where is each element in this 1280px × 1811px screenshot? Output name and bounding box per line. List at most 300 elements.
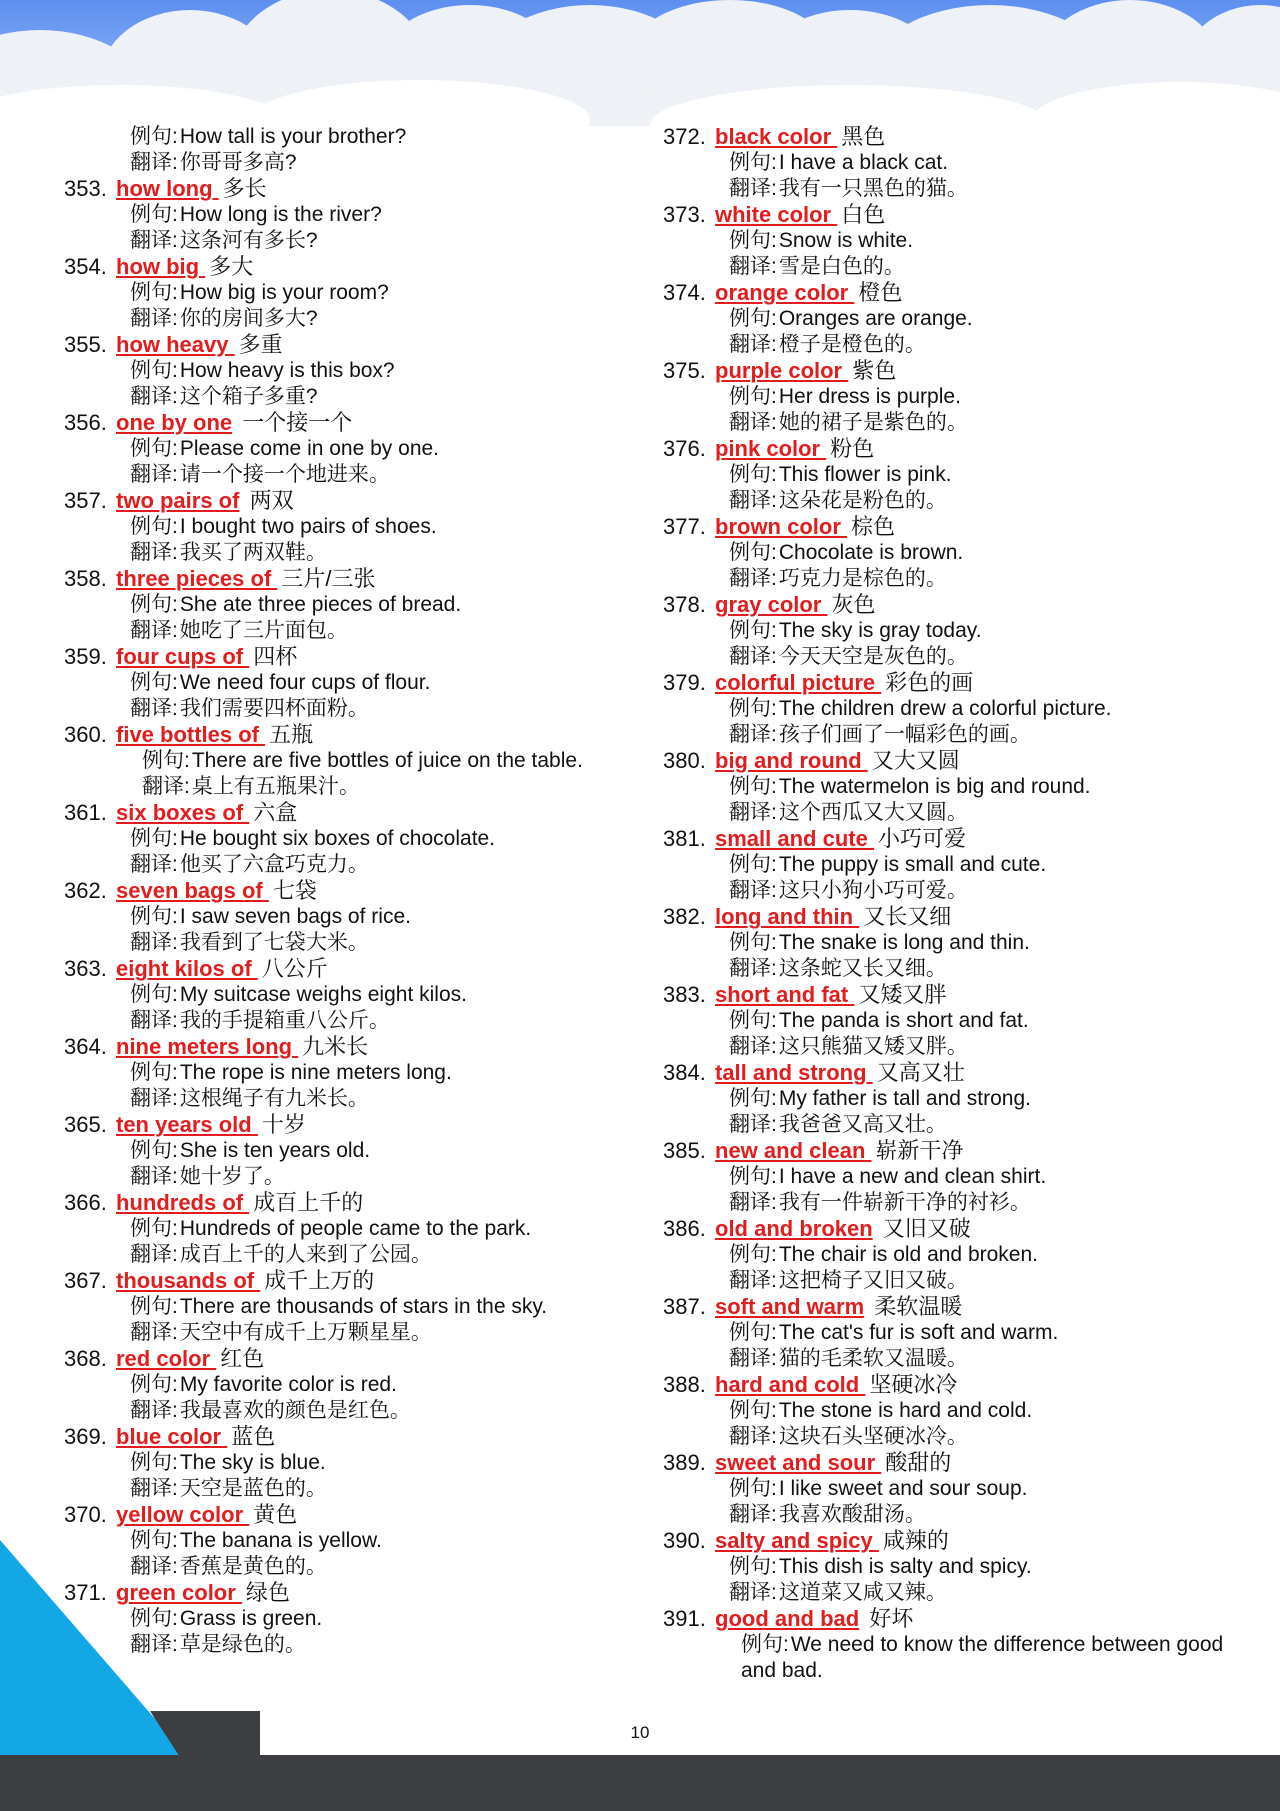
entry-number: 362. [64,878,107,903]
entry-meaning: 红色 [220,1346,265,1371]
entry-heading [663,1060,1263,1086]
translation-line: 翻译:你哥哥多高? [130,151,297,174]
entry-heading [663,670,1263,696]
entry-heading [663,982,1263,1008]
entry-heading [663,826,1263,852]
example-line: 例句:How big is your room? [130,281,389,304]
vocab-entry [64,1580,624,1658]
example-line: 例句:I like sweet and sour soup. [729,1477,1028,1500]
entry-meaning: 崭新干净 [875,1138,964,1163]
example-text: I saw seven bags of rice. [179,905,411,928]
translation-text: 请一个接一个地进来。 [179,463,390,486]
translation-text: 我们需要四杯面粉。 [179,697,369,720]
entry-meaning: 咸辣的 [882,1528,949,1553]
entry-term: new and clean [715,1138,872,1163]
entry-meaning: 成千上万的 [264,1268,375,1293]
translation-text: 这条蛇又长又细。 [778,957,947,980]
example-text: Please come in one by one. [179,437,440,460]
entry-number: 370. [64,1502,107,1527]
translation-text: 天空中有成千上万颗星星。 [179,1321,432,1344]
example-line: 例句:Her dress is purple. [729,385,961,408]
entry-meaning: 灰色 [831,592,876,617]
entry-number: 368. [64,1346,107,1371]
vocab-entry [663,280,1263,358]
entry-heading [663,1528,1263,1554]
translation-text: 这把椅子又旧又破。 [778,1269,968,1292]
vocab-entry [663,592,1263,670]
translation-text: 我爸爸又高又壮。 [778,1113,947,1136]
example-text: We need four cups of flour. [179,671,431,694]
example-line: 例句:The snake is long and thin. [729,931,1030,954]
translation-text: 她的裙子是紫色的。 [778,411,968,434]
entry-heading [64,332,624,358]
entry-heading [64,956,624,982]
translation-text: 这朵花是粉色的。 [778,489,947,512]
example-text: I like sweet and sour soup. [778,1477,1028,1500]
entry-meaning: 彩色的画 [885,670,974,695]
vocab-entry [64,566,624,644]
entry-number: 378. [663,592,706,617]
translation-line: 翻译:桌上有五瓶果汁。 [142,775,360,798]
example-line: 例句:I bought two pairs of shoes. [130,515,437,538]
entry-term: brown color [715,514,847,539]
entry-meaning: 坚硬冰冷 [869,1372,958,1397]
example-text: The sky is gray today. [778,619,982,642]
entry-meaning: 又长又细 [863,904,952,929]
entry-term: red color [116,1346,217,1371]
entry-heading [64,410,624,436]
entry-number: 391. [663,1606,706,1631]
vocab-entry [64,410,624,488]
translation-text: 我有一件崭新干净的衬衫。 [778,1191,1031,1214]
entry-meaning: 蓝色 [231,1424,276,1449]
vocab-entry [64,1502,624,1580]
entry-352-continuation [64,124,624,176]
example-text: My favorite color is red. [179,1373,397,1396]
entry-meaning: 黑色 [841,124,886,149]
translation-line: 翻译:这把椅子又旧又破。 [729,1269,968,1292]
vocab-entry [64,1268,624,1346]
entry-heading [64,1112,624,1138]
example-text: My suitcase weighs eight kilos. [179,983,467,1006]
entry-term: salty and spicy [715,1528,879,1553]
entry-number: 374. [663,280,706,305]
entry-number: 385. [663,1138,706,1163]
entry-meaning: 四杯 [253,644,298,669]
translation-line: 翻译:请一个接一个地进来。 [130,463,390,486]
entry-heading [64,1190,624,1216]
entry-heading [64,1268,624,1294]
vocab-entry [663,748,1263,826]
left-column [64,124,624,1658]
example-line: 例句:Hundreds of people came to the park. [130,1217,532,1240]
example-text: Oranges are orange. [778,307,973,330]
translation-text: 我喜欢酸甜汤。 [778,1503,926,1526]
entry-term: seven bags of [116,878,269,903]
example-line: 例句:This flower is pink. [729,463,952,486]
entry-heading [663,1606,1263,1632]
entry-number: 373. [663,202,706,227]
translation-text: 她吃了三片面包。 [179,619,348,642]
entry-term: gray color [715,592,828,617]
example-text: There are five bottles of juice on the table. [191,749,583,772]
entry-heading [663,202,1263,228]
entry-term: four cups of [116,644,250,669]
entry-number: 375. [663,358,706,383]
entry-heading [663,124,1263,150]
example-line: 例句:The children drew a colorful picture. [729,697,1112,720]
example-text: The stone is hard and cold. [778,1399,1033,1422]
example-text: My father is tall and strong. [778,1087,1031,1110]
translation-line: 翻译:我的手提箱重八公斤。 [130,1009,390,1032]
translation-line: 翻译:天空中有成千上万颗星星。 [130,1321,432,1344]
entry-heading [64,176,624,202]
example-text: The puppy is small and cute. [778,853,1047,876]
entry-meaning: 白色 [841,202,886,227]
example-line: 例句:How tall is your brother? [130,125,407,148]
entry-meaning: 柔软温暖 [868,1294,963,1319]
entry-number: 364. [64,1034,107,1059]
example-line: 例句:The chair is old and broken. [729,1243,1038,1266]
entry-term: good and bad [715,1606,860,1631]
entry-meaning: 两双 [243,488,294,513]
entry-number: 387. [663,1294,706,1319]
example-text: She ate three pieces of bread. [179,593,462,616]
vocab-entry [663,436,1263,514]
entry-term: how long [116,176,219,201]
vocab-entry [663,982,1263,1060]
entry-number: 369. [64,1424,107,1449]
entry-number: 360. [64,722,107,747]
translation-line: 翻译:这个箱子多重? [130,385,318,408]
page-number: 10 [630,1723,650,1742]
entry-term: three pieces of [116,566,278,591]
entry-number: 382. [663,904,706,929]
translation-text: 桌上有五瓶果汁。 [191,775,360,798]
example-line: 例句:We need four cups of flour. [130,671,431,694]
entry-meaning: 多重 [238,332,283,357]
entry-number: 367. [64,1268,107,1293]
example-line: 例句:How long is the river? [130,203,382,226]
translation-text: 今天天空是灰色的。 [778,645,968,668]
entry-term: eight kilos of [116,956,258,981]
example-line: 例句:My favorite color is red. [130,1373,397,1396]
entry-meaning: 成百上千的 [253,1190,364,1215]
entry-heading [663,1216,1263,1242]
entry-number: 390. [663,1528,706,1553]
translation-line: 翻译:他买了六盒巧克力。 [130,853,369,876]
example-line: 例句:My father is tall and strong. [729,1087,1031,1110]
translation-line: 翻译:天空是蓝色的。 [130,1477,327,1500]
translation-line: 翻译:这个西瓜又大又圆。 [729,801,968,824]
entry-number: 355. [64,332,107,357]
translation-text: 这只小狗小巧可爱。 [778,879,968,902]
example-text: The panda is short and fat. [778,1009,1029,1032]
entry-meaning: 三片/三张 [281,566,376,591]
entry-heading [663,514,1263,540]
entry-meaning: 黄色 [253,1502,298,1527]
entry-meaning: 橙色 [858,280,903,305]
translation-text: 她十岁了。 [179,1165,285,1188]
entry-number: 376. [663,436,706,461]
vocab-entry [663,904,1263,982]
entry-term: thousands of [116,1268,261,1293]
entry-number: 366. [64,1190,107,1215]
entry-heading [663,748,1263,774]
entry-heading [663,1372,1263,1398]
vocab-entry [64,488,624,566]
vocab-entry [663,1294,1263,1372]
vocab-entry [663,826,1263,904]
example-line: 例句:The banana is yellow. [130,1529,382,1552]
translation-text: 这只熊猫又矮又胖。 [778,1035,968,1058]
translation-line: 翻译:今天天空是灰色的。 [729,645,968,668]
example-text: Snow is white. [778,229,914,252]
translation-text: 我看到了七袋大米。 [179,931,369,954]
example-line: 例句:I have a black cat. [729,151,949,174]
vocab-entry [663,202,1263,280]
vocab-entry [64,722,624,800]
entry-heading [64,1034,624,1060]
entry-number: 361. [64,800,107,825]
example-line: 例句:Grass is green. [130,1607,323,1630]
entry-meaning: 又旧又破 [876,1216,971,1241]
translation-line: 翻译:你的房间多大? [130,307,318,330]
example-text: The rope is nine meters long. [179,1061,452,1084]
entry-heading [663,280,1263,306]
vocab-entry [64,956,624,1034]
entry-meaning: 棕色 [851,514,896,539]
vocab-entry [64,1034,624,1112]
example-text: I have a new and clean shirt. [778,1165,1047,1188]
entry-heading [64,878,624,904]
entry-term: one by one [116,410,233,435]
vocab-entry [64,644,624,722]
vocab-entry [663,1060,1263,1138]
example-text: This dish is salty and spicy. [778,1555,1032,1578]
entry-meaning: 粉色 [830,436,875,461]
translation-line: 翻译:她十岁了。 [130,1165,285,1188]
translation-text: 成百上千的人来到了公园。 [179,1243,432,1266]
example-line: 例句:The puppy is small and cute. [729,853,1047,876]
entry-term: small and cute [715,826,874,851]
entry-heading [663,436,1263,462]
entry-meaning: 六盒 [253,800,298,825]
entry-term: how big [116,254,206,279]
vocab-entry [64,800,624,878]
entry-term: old and broken [715,1216,873,1241]
example-line: 例句:The watermelon is big and round. [729,775,1091,798]
entry-term: pink color [715,436,827,461]
entry-term: how heavy [116,332,235,357]
entry-meaning: 九米长 [302,1034,369,1059]
translation-text: 天空是蓝色的。 [179,1477,327,1500]
translation-line: 翻译:我有一只黑色的猫。 [729,177,968,200]
example-line: 例句:The panda is short and fat. [729,1009,1029,1032]
entry-number: 384. [663,1060,706,1085]
example-line: 例句:She ate three pieces of bread. [130,593,462,616]
translation-text: 巧克力是棕色的。 [778,567,947,590]
entry-term: colorful picture [715,670,882,695]
translation-text: 我买了两双鞋。 [179,541,327,564]
translation-line: 翻译:这朵花是粉色的。 [729,489,947,512]
right-entry-list [663,124,1263,1684]
example-text: The snake is long and thin. [778,931,1030,954]
example-text: I have a black cat. [778,151,949,174]
vocab-entry [663,1450,1263,1528]
entry-term: big and round [715,748,868,773]
example-text: The sky is blue. [179,1451,326,1474]
entry-term: black color [715,124,838,149]
entry-meaning: 又高又壮 [876,1060,965,1085]
right-column [663,124,1263,1684]
vocab-entry [663,1606,1263,1684]
vocab-entry [64,332,624,410]
example-text: The cat's fur is soft and warm. [778,1321,1059,1344]
entry-term: long and thin [715,904,860,929]
entry-term: hard and cold [715,1372,866,1397]
entry-meaning: 多长 [222,176,267,201]
entry-number: 358. [64,566,107,591]
entry-term: ten years old [116,1112,258,1137]
translation-line: 翻译:这条河有多长? [130,229,318,252]
entry-term: soft and warm [715,1294,865,1319]
entry-heading [64,1424,624,1450]
example-line: 例句:Oranges are orange. [729,307,973,330]
entry-number: 372. [663,124,706,149]
translation-line: 翻译:我最喜欢的颜色是红色。 [130,1399,411,1422]
entry-meaning: 紫色 [852,358,897,383]
entry-number: 353. [64,176,107,201]
example-text: The banana is yellow. [179,1529,382,1552]
translation-text: 这道菜又咸又辣。 [778,1581,947,1604]
example-text: We need to know the difference between good and bad. [741,1633,1224,1682]
vocab-entry [64,1112,624,1190]
entry-heading [64,566,624,592]
translation-text: 这块石头坚硬冰冷。 [778,1425,968,1448]
vocab-entry [663,514,1263,592]
entry-term: blue color [116,1424,228,1449]
example-text: Chocolate is brown. [778,541,964,564]
translation-line: 翻译:巧克力是棕色的。 [729,567,947,590]
translation-text: 这根绳子有九米长。 [179,1087,369,1110]
translation-line: 翻译:我买了两双鞋。 [130,541,327,564]
entry-number: 389. [663,1450,706,1475]
vocab-entry [663,1372,1263,1450]
entry-number: 357. [64,488,107,513]
translation-text: 我有一只黑色的猫。 [778,177,968,200]
entry-heading [663,904,1263,930]
entry-meaning: 五瓶 [269,722,314,747]
entry-meaning: 小巧可爱 [877,826,966,851]
entry-number: 381. [663,826,706,851]
example-text: The watermelon is big and round. [778,775,1091,798]
entry-term: purple color [715,358,849,383]
translation-text: 我最喜欢的颜色是红色。 [179,1399,411,1422]
example-line: 例句:There are thousands of stars in the sky. [130,1295,548,1318]
entry-heading [663,1138,1263,1164]
translation-text: 你的房间多大? [179,307,318,330]
entry-number: 365. [64,1112,107,1137]
entry-meaning: 多大 [209,254,254,279]
vocab-entry [663,1216,1263,1294]
vocab-entry [64,1346,624,1424]
example-text: She is ten years old. [179,1139,371,1162]
example-line: 例句:Chocolate is brown. [729,541,964,564]
entry-meaning: 酸甜的 [885,1450,952,1475]
entry-number: 377. [663,514,706,539]
translation-line: 翻译:雪是白色的。 [729,255,905,278]
entry-term: hundreds of [116,1190,250,1215]
translation-text: 橙子是橙色的。 [778,333,926,356]
vocab-entry [64,254,624,332]
translation-line: 翻译:这道菜又咸又辣。 [729,1581,947,1604]
example-line: 例句:I have a new and clean shirt. [729,1165,1047,1188]
entry-number: 359. [64,644,107,669]
vocab-entry [64,1190,624,1268]
example-text: There are thousands of stars in the sky. [179,1295,548,1318]
translation-line: 翻译:这根绳子有九米长。 [130,1087,369,1110]
translation-line: 翻译:这块石头坚硬冰冷。 [729,1425,968,1448]
translation-line: 翻译:这只熊猫又矮又胖。 [729,1035,968,1058]
example-text: The children drew a colorful picture. [778,697,1112,720]
entry-meaning: 十岁 [261,1112,306,1137]
left-entry-list [64,176,624,1658]
example-line: 例句:She is ten years old. [130,1139,371,1162]
example-text: How heavy is this box? [179,359,395,382]
entry-term: five bottles of [116,722,266,747]
entry-number: 354. [64,254,107,279]
entry-meaning: 绿色 [245,1580,290,1605]
entry-term: tall and strong [715,1060,873,1085]
translation-line: 翻译:成百上千的人来到了公园。 [130,1243,432,1266]
example-line: 例句:He bought six boxes of chocolate. [130,827,496,850]
entry-number: 380. [663,748,706,773]
entry-meaning: 八公斤 [261,956,328,981]
translation-line: 翻译:我喜欢酸甜汤。 [729,1503,926,1526]
translation-text: 这条河有多长? [179,229,318,252]
entry-heading [64,254,624,280]
entry-heading [64,1502,624,1528]
translation-text: 猫的毛柔软又温暖。 [778,1347,968,1370]
sky-cloud-banner [0,0,1280,140]
vocab-entry [663,358,1263,436]
vocab-entry [64,878,624,956]
vocab-entry [64,1424,624,1502]
entry-heading [64,488,624,514]
entry-number: 383. [663,982,706,1007]
vocab-entry [663,1138,1263,1216]
entry-meaning: 又矮又胖 [858,982,947,1007]
entry-heading [64,1580,624,1606]
entry-meaning: 又大又圆 [871,748,960,773]
entry-number: 371. [64,1580,107,1605]
entry-term: orange color [715,280,855,305]
example-line: 例句:Snow is white. [729,229,914,252]
entry-number: 356. [64,410,107,435]
translation-line: 翻译:我们需要四杯面粉。 [130,697,369,720]
example-line: 例句:Please come in one by one. [130,437,440,460]
entry-meaning: 一个接一个 [236,410,353,435]
translation-line: 翻译:我有一件崭新干净的衬衫。 [729,1191,1031,1214]
entry-number: 379. [663,670,706,695]
entry-heading [663,1294,1263,1320]
vocab-entry [663,1528,1263,1606]
example-line: 例句:My suitcase weighs eight kilos. [130,983,467,1006]
translation-text: 草是绿色的。 [179,1633,306,1656]
entry-term: two pairs of [116,488,240,513]
example-text: Her dress is purple. [778,385,961,408]
